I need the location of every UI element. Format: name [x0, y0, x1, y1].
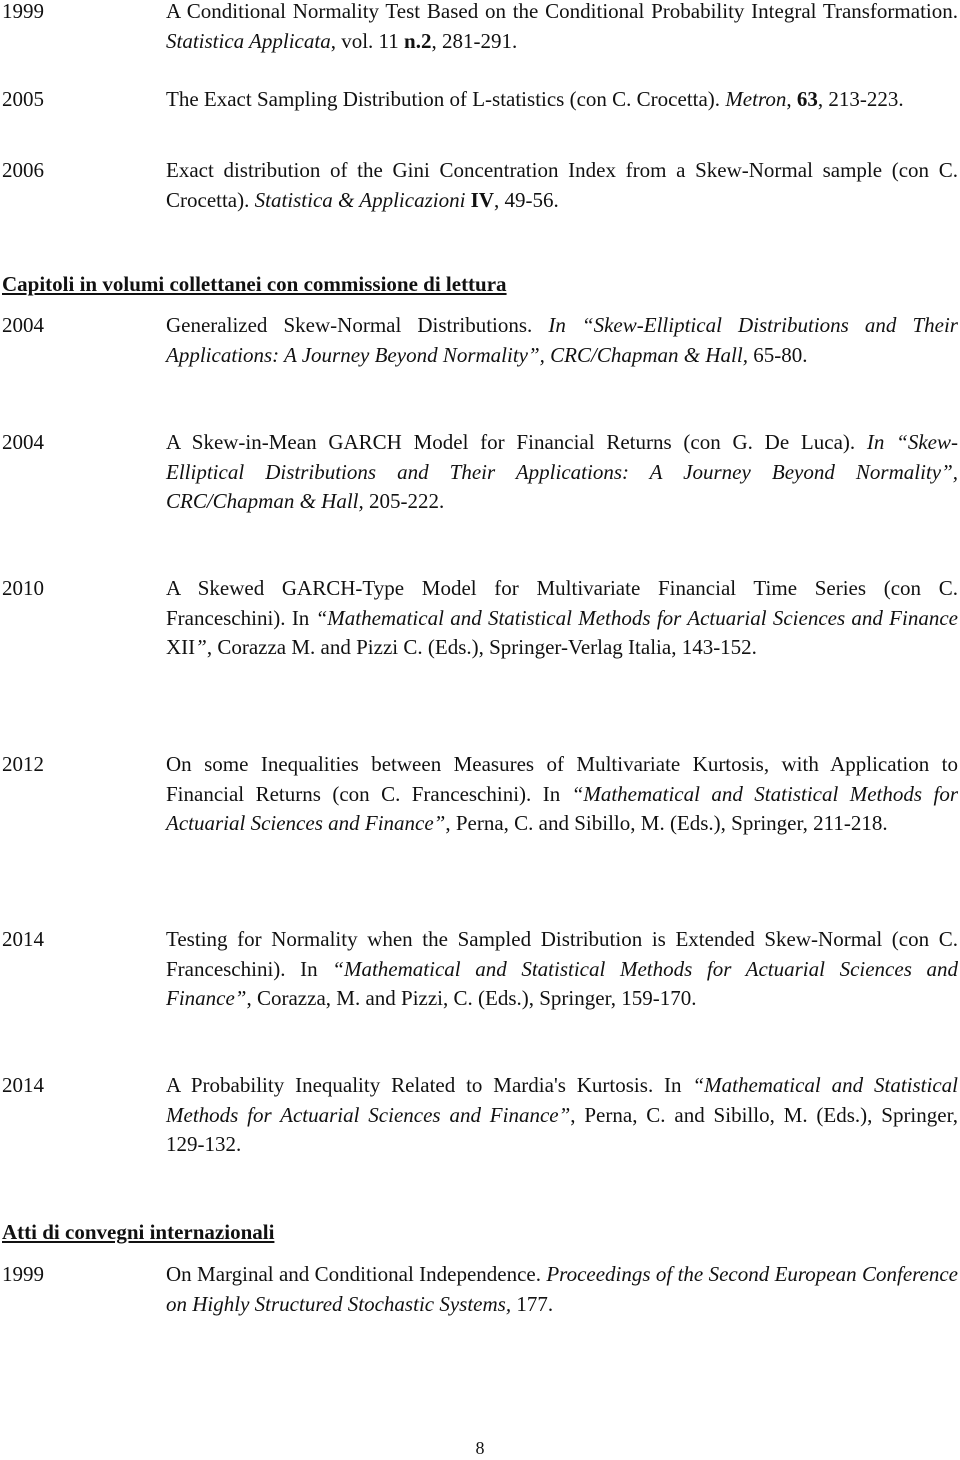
- entry-text-segment: IV: [470, 187, 494, 212]
- entry-year: 1999: [2, 0, 44, 23]
- entry-text-segment: “Mathematical and Statistical Methods for Actuarial Sciences and Finance”: [166, 1073, 958, 1127]
- entry-text-segment: , Perna, C. and Sibillo, M. (Eds.), Springer, 211-218.: [445, 811, 888, 835]
- publication-entry: [0, 85, 958, 115]
- entry-text-segment: In “Skew-Elliptical Distributions and Their Applications: A Journey Beyond Normality”, CRC/Chapman & Hall,: [166, 430, 958, 513]
- publication-entry: [0, 574, 958, 663]
- entry-text-segment: In “Skew-Elliptical Distributions and Their Applications: A Journey Beyond Normality”, CRC/Chapman & Hall,: [166, 313, 958, 367]
- entry-text-segment: Statistica Applicata: [166, 28, 331, 53]
- entry-text: [166, 1071, 958, 1160]
- entry-text-segment: The Exact Sampling Distribution of L-statistics (con C. Crocetta).: [166, 87, 726, 111]
- entry-text-segment: 63: [796, 87, 818, 111]
- entry-text-segment: On Marginal and Conditional Independence.: [166, 1262, 547, 1286]
- entry-year: 1999: [2, 1262, 44, 1286]
- entry-text-segment: Exact distribution of the Gini Concentration Index from a Skew-Normal sample (con C. Crocetta).: [166, 158, 958, 212]
- entry-text-segment: On some Inequalities between Measures of Multivariate Kurtosis, with Application to Financial Returns (con C. Franceschini). In: [166, 752, 958, 806]
- entry-year: 2006: [2, 158, 44, 182]
- entry-year: 2004: [2, 313, 44, 337]
- entry-text-segment: ”: [195, 635, 207, 659]
- section-heading-conferences: Atti di convegni internazionali: [2, 1220, 275, 1244]
- entry-text: [166, 428, 958, 517]
- publication-entry: [0, 0, 958, 56]
- entry-text: [166, 311, 958, 370]
- entry-text-segment: n.2: [404, 28, 432, 53]
- entry-year: 2012: [2, 752, 44, 776]
- publication-entry: [0, 1071, 958, 1160]
- entry-text-segment: , vol. 11: [330, 28, 405, 53]
- entry-text-segment: , Corazza M. and Pizzi C. (Eds.), Springer-Verlag Italia, 143-152.: [206, 635, 757, 659]
- entry-text: [166, 0, 958, 56]
- entry-year: 2014: [2, 927, 44, 951]
- entry-text: [166, 1260, 958, 1319]
- entry-year: 2005: [2, 87, 44, 111]
- publication-entry: [0, 1260, 958, 1319]
- entry-year: 2010: [2, 576, 44, 600]
- entry-text-segment: Metron: [725, 87, 787, 111]
- entry-text-segment: “Mathematical and Statistical Methods for Actuarial Sciences and Finance”: [166, 956, 958, 1010]
- entry-text-segment: A Skewed GARCH-Type Model for Multivariate Financial Time Series (con C. Franceschini). In: [166, 576, 958, 630]
- entry-text-segment: XII: [166, 635, 196, 659]
- entry-year: 2014: [2, 1073, 44, 1097]
- entry-year: 2004: [2, 430, 44, 454]
- publication-entry: [0, 925, 958, 1014]
- publication-entry: [0, 750, 958, 839]
- entry-text: [166, 85, 958, 115]
- section-heading-chapters: Capitoli in volumi collettanei con commissione di lettura: [2, 272, 507, 296]
- publication-entry: [0, 428, 958, 517]
- entry-text-segment: 205-222.: [363, 489, 445, 513]
- entry-text-segment: ,: [786, 87, 797, 111]
- entry-text-segment: , Perna, C. and Sibillo, M. (Eds.), Springer, 129-132.: [166, 1102, 958, 1156]
- page-number: 8: [475, 1438, 485, 1458]
- entry-text-segment: 177.: [511, 1291, 554, 1316]
- entry-text-segment: , 281-291.: [431, 28, 518, 53]
- entry-text: [166, 925, 958, 1014]
- entry-text-segment: Proceedings of the Second European Conference on Highly Structured Stochastic Systems,: [166, 1262, 958, 1316]
- entry-text-segment: A Conditional Normality Test Based on the Conditional Probability Integral Transformation.: [166, 0, 958, 23]
- entry-text-segment: Generalized Skew-Normal Distributions.: [166, 313, 549, 337]
- entry-text: [166, 156, 958, 215]
- publication-entry: [0, 156, 958, 215]
- publication-entry: [0, 311, 958, 370]
- entry-text-segment: “Mathematical and Statistical Methods for Actuarial Sciences and Finance”: [166, 781, 958, 835]
- entry-text-segment: A Probability Inequality Related to Mardia's Kurtosis. In: [166, 1073, 693, 1097]
- entry-text-segment: , 49-56.: [494, 187, 559, 212]
- entry-text-segment: , Corazza, M. and Pizzi, C. (Eds.), Springer, 159-170.: [246, 986, 697, 1010]
- entry-text-segment: Testing for Normality when the Sampled Distribution is Extended Skew-Normal (con C. Franceschini). In: [166, 927, 958, 981]
- entry-text: [166, 574, 958, 663]
- entry-text-segment: , 213-223.: [817, 87, 904, 111]
- entry-text-segment: A Skew-in-Mean GARCH Model for Financial Returns (con G. De Luca).: [166, 430, 867, 454]
- entry-text-segment: 65-80.: [747, 342, 808, 367]
- entry-text-segment: “Mathematical and Statistical Methods for Actuarial Sciences and Finance: [315, 605, 958, 630]
- entry-text-segment: Statistica & Applicazioni: [254, 187, 466, 212]
- entry-text: [166, 750, 958, 839]
